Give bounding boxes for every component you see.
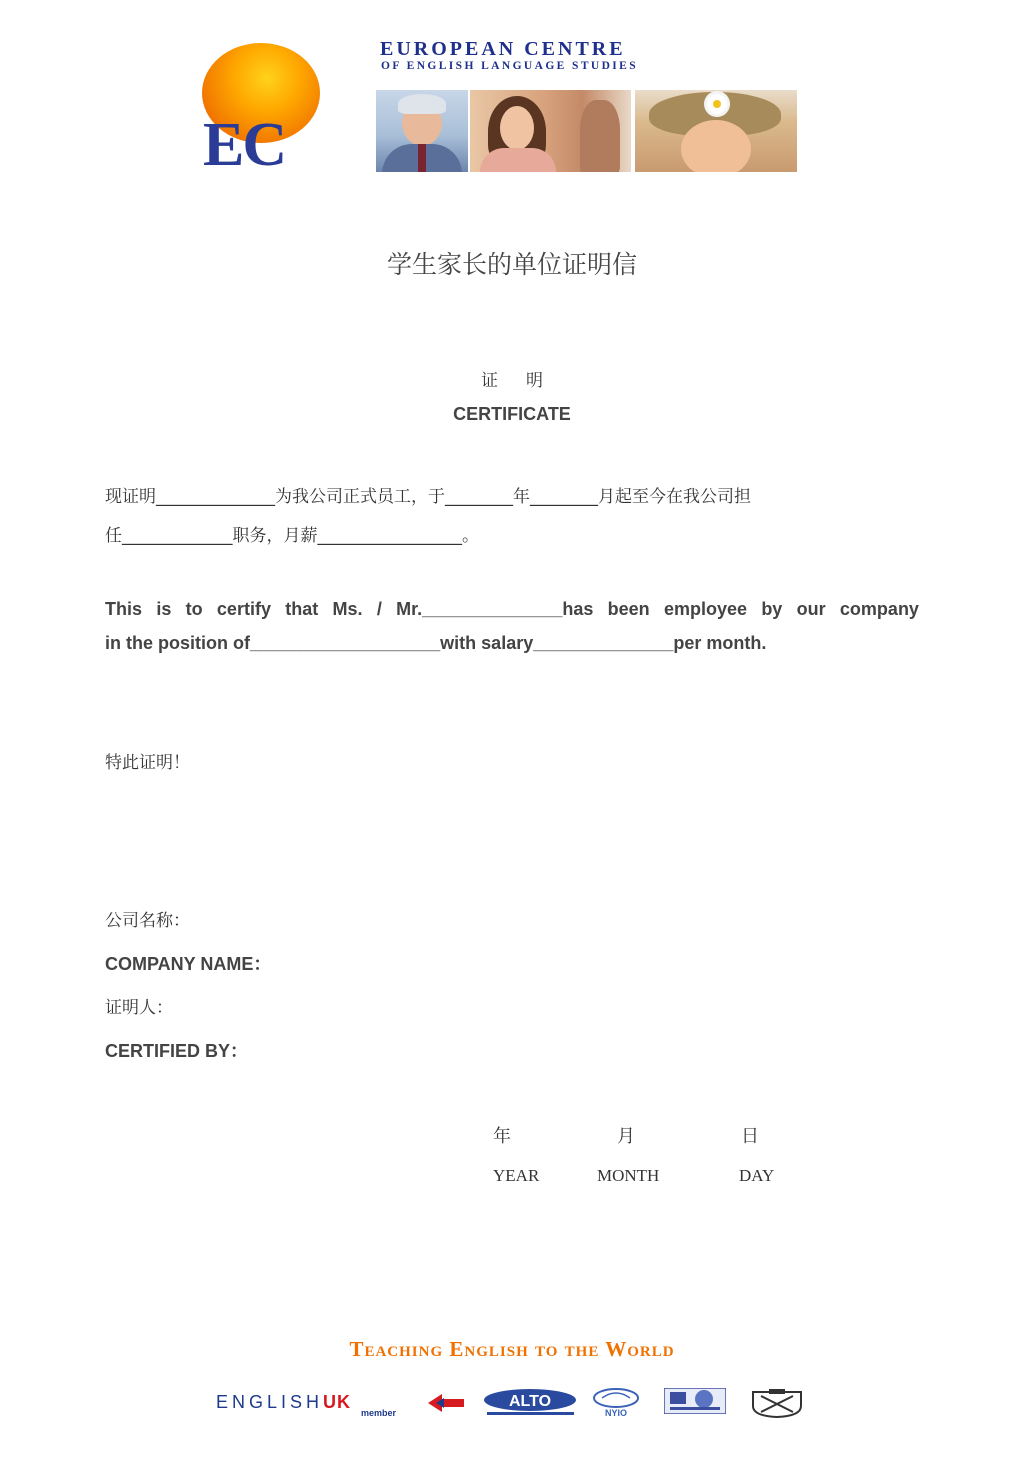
en-word: Ms.	[332, 599, 363, 619]
crest-logo	[751, 1388, 803, 1418]
en-word: is	[156, 599, 172, 619]
document-title: 学生家长的单位证明信	[386, 250, 637, 279]
date-month-en: MONTH	[597, 1166, 660, 1185]
en-word: to	[185, 599, 203, 619]
company-name-label-en: COMPANY NAME：	[105, 954, 272, 974]
en-word: been	[607, 599, 650, 619]
english-uk-member-label: member	[361, 1408, 397, 1418]
photo-older-man	[376, 90, 468, 172]
en-word: /	[376, 599, 382, 619]
certificate-heading-cn: 证明	[481, 371, 571, 391]
brand-name-line2: OF ENGLISH LANGUAGE STUDIES	[381, 60, 639, 72]
en-word: our	[796, 599, 826, 619]
footer-slogan: Teaching English to the World	[349, 1337, 675, 1361]
en-word: This	[105, 599, 143, 619]
ec-logo-letters: EC	[203, 111, 286, 179]
english-uk-text: ENGLISH	[216, 1392, 324, 1412]
cn-paragraph-line1: 现证明______________为我公司正式员工，于________年________月起至今在我公司担	[105, 487, 751, 507]
en-word: that	[285, 599, 319, 619]
date-month-cn: 月	[617, 1126, 635, 1147]
photo-women-talking	[470, 90, 631, 172]
company-name-label-cn: 公司名称：	[105, 911, 190, 931]
english-uk-arrow-icon	[428, 1392, 464, 1414]
en-word: certify	[216, 599, 271, 619]
date-year-en: YEAR	[493, 1166, 540, 1185]
en-word: Mr.______________has	[396, 599, 594, 619]
brand-name-line1: EUROPEAN CENTRE	[380, 38, 626, 60]
english-uk-uk: UK	[323, 1392, 352, 1412]
date-day-cn: 日	[741, 1126, 759, 1147]
en-word: by	[761, 599, 783, 619]
cn-paragraph-line2: 任_____________职务，月薪_________________。	[105, 526, 479, 546]
certified-by-label-en: CERTIFIED BY：	[105, 1041, 249, 1061]
en-paragraph-line1	[105, 599, 919, 620]
date-year-cn: 年	[493, 1126, 511, 1147]
photo-girl-with-hat	[635, 90, 797, 172]
en-word: company	[839, 599, 919, 619]
en-paragraph-line2: in the position of___________________with salary______________per month.	[105, 633, 767, 653]
en-word: employee	[663, 599, 748, 619]
alto-logo	[483, 1388, 578, 1418]
english-uk-logo	[216, 1392, 351, 1413]
certified-by-label-cn: 证明人：	[105, 998, 173, 1018]
nyio-logo	[592, 1388, 640, 1418]
closing-statement: 特此证明！	[105, 753, 190, 773]
date-day-en: DAY	[739, 1166, 775, 1185]
nyio-logo-text: NYIO	[604, 1408, 628, 1418]
certificate-heading-en: CERTIFICATE	[453, 404, 571, 424]
accreditation-logo	[664, 1388, 726, 1414]
alto-logo-text: ALTO	[508, 1393, 552, 1410]
